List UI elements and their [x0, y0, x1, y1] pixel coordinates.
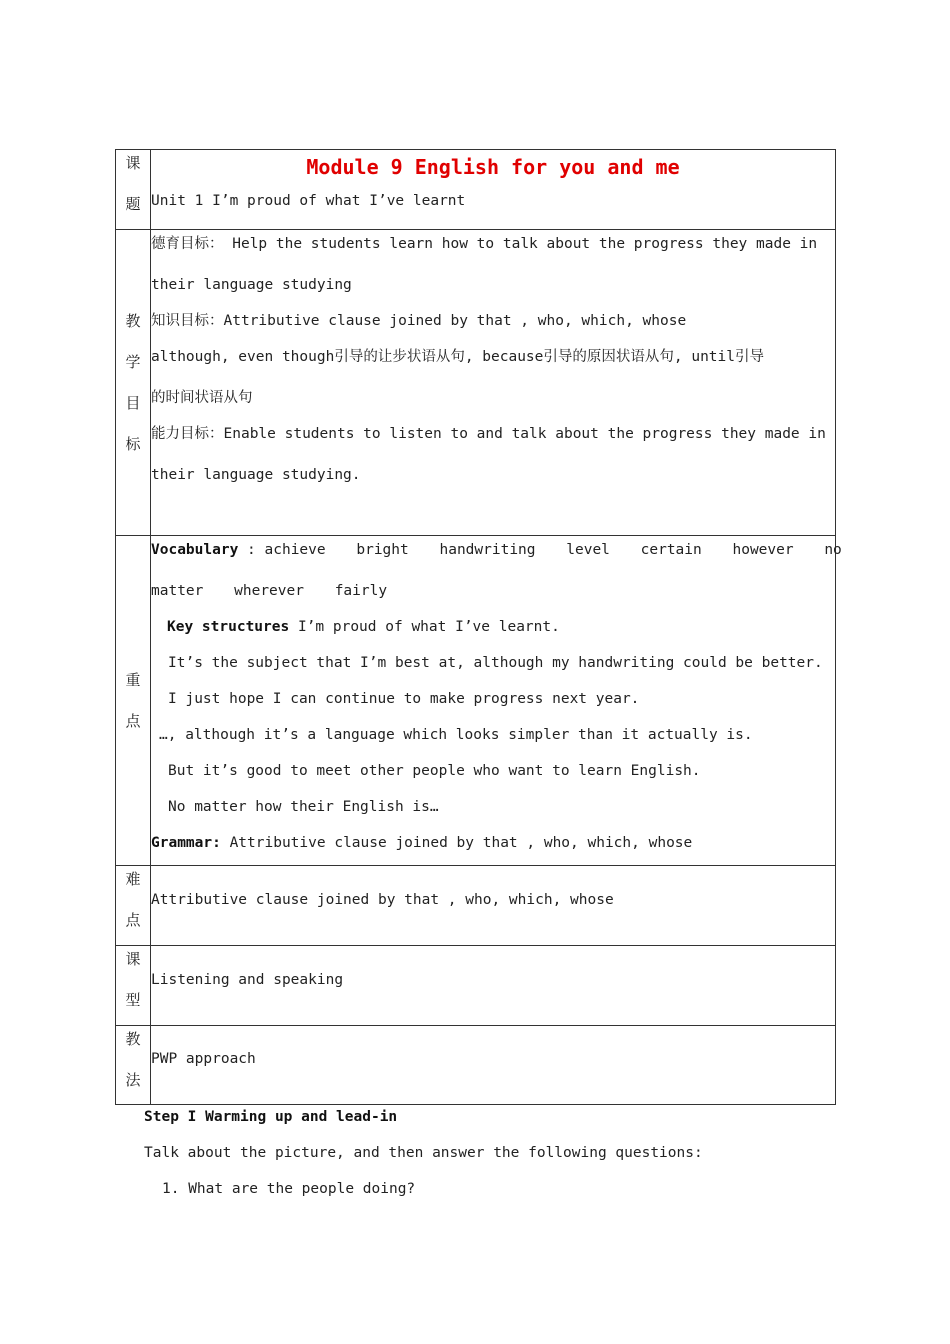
key-points-row-content — [151, 536, 842, 866]
lesson-plan-table — [115, 149, 842, 1105]
title-row-content — [151, 150, 836, 230]
method-content: PWP approach — [151, 1026, 836, 1105]
difficult-points-content: Attributive clause joined by that , who, which, whose — [151, 866, 836, 946]
structure-item: I just hope I can continue to make progress next year. — [168, 691, 640, 707]
knowledge-objective: 知识目标：Attributive clause joined by that , who, which, whose — [151, 313, 687, 329]
step1-title: Step I Warming up and lead-in — [144, 1109, 398, 1125]
structure-item: But it’s good to meet other people who want to learn English. — [168, 763, 701, 779]
difficult-points-row — [116, 866, 836, 946]
lesson-type-row — [116, 946, 836, 1026]
title-row-label: 课 题 — [116, 150, 151, 230]
structure-item: No matter how their English is… — [168, 799, 439, 815]
objectives-row-content: 德育目标： Help the students learn how to talk about the progress they made in their language studying 知识目标：Attributive clause joined by that , who, which, whose although, even though引导的让步状语从句, because引导的原因状语从句, until引导 的时间状语从句 能力目标：Enable students to listen to and talk about the progress they made in their language studying. — [151, 230, 836, 536]
moral-objective: 德育目标： Help the students learn how to talk about the progress they made in — [151, 236, 818, 252]
question-1: 1. What are the people doing? — [162, 1181, 416, 1197]
vocabulary-line: Vocabulary : achieve bright handwriting level certain however no — [151, 542, 842, 558]
method-row — [116, 1026, 836, 1105]
structure-item: It’s the subject that I’m best at, although my handwriting could be better. — [168, 655, 823, 671]
lesson-type-content: Listening and speaking — [151, 946, 836, 1026]
title-row — [116, 150, 836, 230]
structure-item: …, although it’s a language which looks simpler than it actually is. — [159, 727, 753, 743]
module-title: Module 9 English for you and me — [306, 155, 680, 179]
objectives-row-label: 教 学 目 标 — [116, 230, 151, 536]
method-row-label: 教 法 — [116, 1026, 151, 1105]
grammar-line: Grammar: Attributive clause joined by that , who, which, whose — [151, 835, 693, 851]
ability-objective: 能力目标：Enable students to listen to and talk about the progress they made in — [151, 426, 826, 442]
difficult-points-row-label: 难 点 — [116, 866, 151, 946]
lesson-type-row-label: 课 型 — [116, 946, 151, 1026]
objectives-row — [116, 230, 836, 536]
vocabulary-line-2: matter wherever fairly — [151, 583, 388, 599]
step1-instruction: Talk about the picture, and then answer the following questions: — [144, 1145, 703, 1161]
key-points-row-label: 重 点 — [116, 536, 151, 866]
unit-title: Unit 1 I’m proud of what I’ve learnt — [151, 193, 466, 209]
key-points-row — [116, 536, 836, 866]
key-structures-line: Key structures I’m proud of what I’ve learnt. — [167, 619, 560, 635]
